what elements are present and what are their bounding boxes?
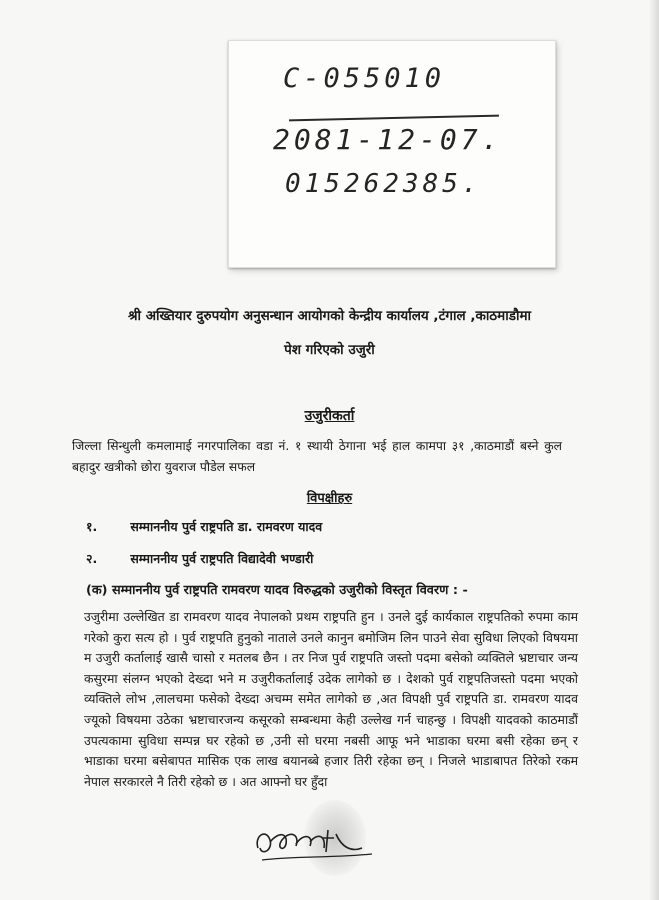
registration-code: 015262385.	[285, 169, 482, 199]
respondent-name: सम्माननीय पुर्व राष्ट्रपति विद्यादेवी भण्डारी	[130, 551, 314, 566]
registration-number: C-055010	[283, 63, 446, 94]
registration-date: 2081-12-07.	[273, 123, 503, 156]
document-heading-line1: श्री अख्तियार दुरुपयोग अनुसन्धान आयोगको केन्द्रीय कार्यालय ,टंगाल ,काठमाडौमा	[127, 308, 532, 324]
detail-body: उजुरीमा उल्लेखित डा रामवरण यादव नेपालको प्रथम राष्ट्रपति हुन । उनले दुई कार्यकाल राष्ट्रपतिको रुपमा काम गरेको कुरा सत्य हो । पुर्व राष्ट्रपति हुनुको नाताले उनले कानुन बमोजिम लिन पाउने सेवा सुविधा लिएको विषयमा म उजुरी कर्तालाई खासै चासो र मतलब छैन । तर निज पुर्व राष्ट्रपति जस्तो पदमा बसेको व्यक्तिले भ्रष्टाचार जन्य कसुरमा संलग्न भएको देख्दा भने म उजुरीकर्तालाई उदेक लागेको छ । देशको पुर्व राष्ट्रपतिजस्तो पदमा भएको व्यक्तिले लोभ ,लालचमा फसेको देख्दा अचम्म समेत लागेको छ ,अत विपक्षी पुर्व राष्ट्रपति डा. रामवरण यादव ज्यूको विषयमा उठेका भ्रष्टाचारजन्य कसूरको सम्बन्धमा केही उल्लेख गर्न चाहन्छु । विपक्षी यादवको काठमाडौं उपत्यकामा सुविधा सम्पन्न घर रहेको छ ,उनी सो घरमा नबसी आफू भने भाडाका घरमा बसी रहेका छन् र भाडाका घरमा बसेबापत मासिक एक लाख बयानब्बे हजार तिरी रहेका छन् । निजले भाडाबापत तिरेको रकम नेपाल सरकारले नै तिरी रहेको छ । अत आफ्नो घर हुँदा	[84, 609, 578, 789]
respondents-title: विपक्षीहरु	[306, 491, 353, 506]
complainant-title: उजुरीकर्ता	[304, 408, 355, 424]
respondent-item	[86, 550, 313, 567]
registration-stamp	[228, 40, 556, 268]
ink-underline	[289, 115, 499, 122]
respondent-name: सम्माननीय पुर्व राष्ट्रपति डा. रामवरण यादव	[130, 519, 323, 534]
document-heading-line2: पेश गरिएको उजुरी	[284, 342, 375, 358]
respondent-number: २.	[86, 551, 98, 566]
respondent-item	[86, 518, 322, 535]
respondent-number: १.	[86, 519, 98, 534]
page-edge-shadow	[649, 0, 659, 900]
handwritten-signature	[252, 818, 382, 868]
complainant-details: जिल्ला सिन्धुली कमलामाई नगरपालिका वडा नं. १ स्थायी ठेगाना भई हाल कामपा ३१ ,काठमाडौं बस्ने कुल बहादुर खत्रीको छोरा युवराज पौडेल सफल	[72, 439, 562, 474]
detail-heading: (क) सम्माननीय पुर्व राष्ट्रपति रामवरण यादव विरुद्धको उजुरीको विस्तृत विवरण : -	[86, 583, 468, 598]
